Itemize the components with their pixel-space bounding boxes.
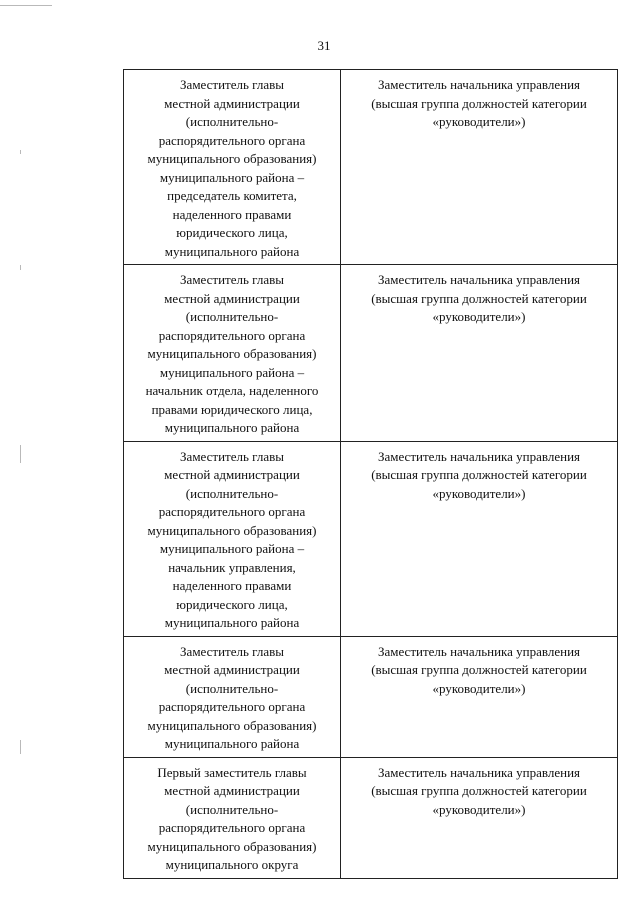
scan-mark-edge xyxy=(20,265,21,270)
scan-mark-edge xyxy=(20,740,21,754)
page-number: 31 xyxy=(317,38,331,53)
scan-mark-top xyxy=(0,5,52,6)
scan-mark-edge xyxy=(20,150,21,154)
position-cell: Заместитель главы местной администрации (исполнительно- распорядительного органа муниципального образования) муниципального района – председатель комитета, наделенного правами юридического лица, муниципального района xyxy=(124,70,341,265)
position-cell: Заместитель главы местной администрации (исполнительно- распорядительного органа муниципального образования) муниципального района xyxy=(124,636,341,757)
equivalent-position-cell: Заместитель начальника управления (высшая группа должностей категории «руководители») xyxy=(341,441,618,636)
equivalent-position-cell: Заместитель начальника управления (высшая группа должностей категории «руководители») xyxy=(341,636,618,757)
position-cell: Первый заместитель главы местной администрации (исполнительно- распорядительного органа муниципального образования) муниципального округа xyxy=(124,757,341,878)
table-row xyxy=(124,265,618,442)
equivalent-position-cell: Заместитель начальника управления (высшая группа должностей категории «руководители») xyxy=(341,265,618,442)
table-row xyxy=(124,441,618,636)
scan-mark-edge xyxy=(20,445,21,463)
equivalent-position-cell: Заместитель начальника управления (высшая группа должностей категории «руководители») xyxy=(341,757,618,878)
table-row xyxy=(124,70,618,265)
position-cell: Заместитель главы местной администрации (исполнительно- распорядительного органа муниципального образования) муниципального района – начальник управления, наделенного правами юридического лица, муниципального района xyxy=(124,441,341,636)
table-row xyxy=(124,636,618,757)
positions-table xyxy=(123,69,618,879)
position-cell: Заместитель главы местной администрации (исполнительно- распорядительного органа муниципального образования) муниципального района – начальник отдела, наделенного правами юридического лица, муниципального района xyxy=(124,265,341,442)
table-row xyxy=(124,757,618,878)
equivalent-position-cell: Заместитель начальника управления (высшая группа должностей категории «руководители») xyxy=(341,70,618,265)
